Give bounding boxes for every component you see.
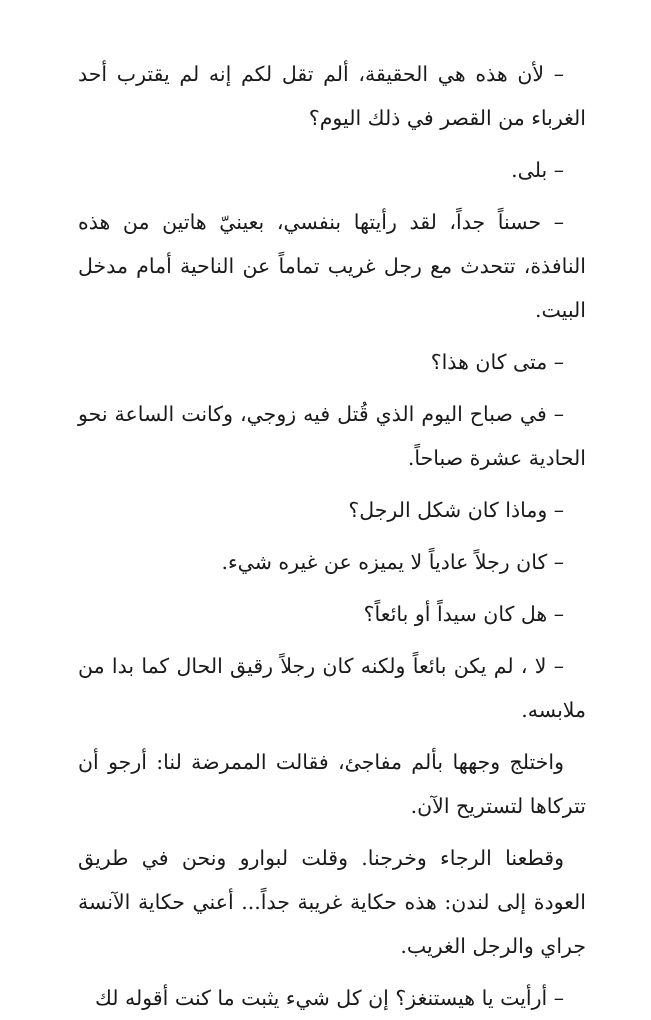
paragraph-8: – هل كان سيداً أو بائعاً؟ (363, 602, 564, 626)
paragraph-1: – لأن هذه هي الحقيقة، ألم تقل لكم إنه لم يقترب أحد الغرباء من القصر في ذلك اليوم؟ (78, 62, 586, 130)
paragraph-6: – وماذا كان شكل الرجل؟ (348, 498, 564, 522)
paragraph-5: – في صباح اليوم الذي قُتل فيه زوجي، وكانت الساعة نحو الحادية عشرة صباحاً. (78, 402, 586, 470)
paragraph-11: وقطعنا الرجاء وخرجنا. وقلت لبوارو ونحن في طريق العودة إلى لندن: هذه حكاية غريبة جداً... أعني حكاية الآنسة جراي والرجل الغريب. (78, 846, 586, 958)
paragraph-9: – لا ، لم يكن بائعاً ولكنه كان رجلاً رقيق الحال كما بدا من ملابسه. (78, 654, 586, 722)
paragraph-12: – أرأيت يا هيستنغز؟ إن كل شيء يثبت ما كنت أقوله لك (94, 986, 564, 1010)
book-page-text (78, 52, 586, 1020)
paragraph-2: – بلى. (511, 158, 564, 182)
paragraph-10: واختلج وجهها بألم مفاجئ، فقالت الممرضة لنا: أرجو أن تتركاها لتستريح الآن. (78, 750, 586, 818)
paragraph-7: – كان رجلاً عادياً لا يميزه عن غيره شيء. (221, 550, 564, 574)
paragraph-3: – حسناً جداً، لقد رأيتها بنفسي، بعينيّ هاتين من هذه النافذة، تتحدث مع رجل غريب تماماً عن الناحية أمام مدخل البيت. (78, 210, 586, 322)
paragraph-4: – متى كان هذا؟ (430, 350, 564, 374)
